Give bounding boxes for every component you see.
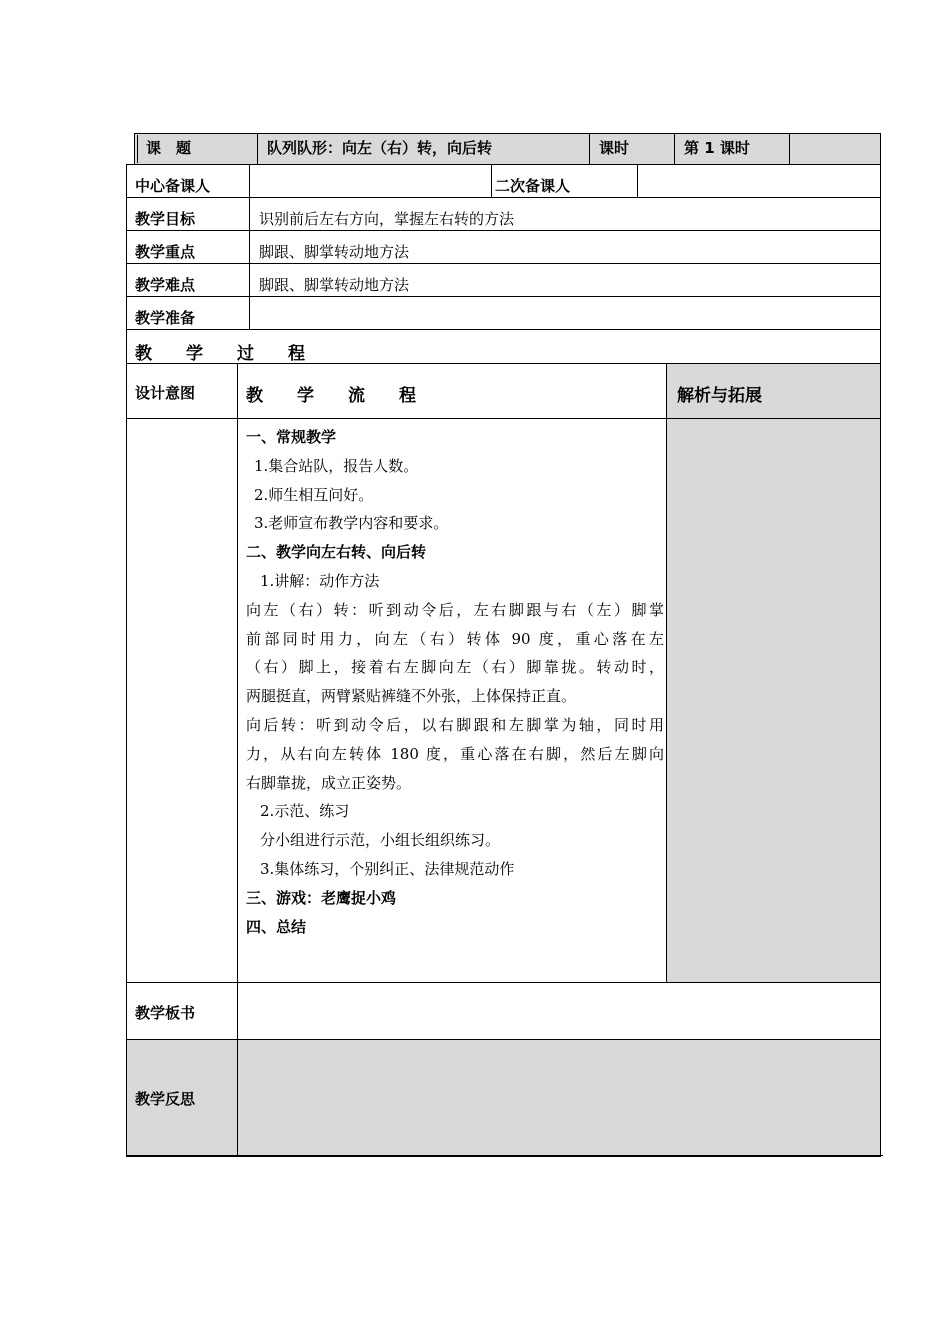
prep-value-cell	[249, 296, 881, 330]
flow-line: 二、教学向左右转、向后转	[246, 543, 427, 562]
flow-content	[246, 423, 664, 941]
flow-line: 力，从右向左转体 180 度，重心落在右脚，然后左脚向	[246, 744, 664, 763]
flow-line: 3.集体练习，个别纠正、法律规范动作	[260, 859, 515, 878]
goal-value: 识别前后左右方向，掌握左右转的方法	[259, 210, 515, 228]
goal-label: 教学目标	[135, 210, 196, 228]
prep-label: 教学准备	[135, 309, 196, 327]
flow-col-header: 教 学 流 程	[246, 386, 416, 406]
flow-line: 向后转：听到动令后，以右脚跟和左脚掌为轴，同时用	[246, 715, 664, 734]
flow-line: 2.示范、练习	[260, 802, 350, 821]
period-label: 课时	[599, 139, 630, 157]
flow-line: 1.讲解：动作方法	[260, 571, 380, 590]
flow-line: 向左（右）转：听到动令后，左右脚跟与右（左）脚掌	[246, 600, 664, 619]
table-bottom-double-line	[126, 1155, 883, 1156]
second-preparer-label: 二次备课人	[495, 177, 571, 195]
reflection-value-cell	[237, 1039, 881, 1157]
reflection-label: 教学反思	[135, 1090, 196, 1108]
difficulty-value: 脚跟、脚掌转动地方法	[259, 276, 410, 294]
flow-line: 1.集合站队，报告人数。	[254, 456, 419, 475]
topic-label: 课 题	[146, 139, 192, 157]
flow-line: 右脚靠拢，成立正姿势。	[246, 773, 412, 792]
second-preparer-value-cell	[637, 164, 881, 198]
process-title: 教 学 过 程	[135, 344, 305, 364]
flow-line: 一、常规教学	[246, 428, 337, 446]
lesson-plan-table	[126, 133, 881, 1157]
design-body-cell	[126, 418, 238, 983]
flow-line: 两腿挺直，两臂紧贴裤缝不外张，上体保持正直。	[246, 687, 577, 706]
flow-line: 四、总结	[246, 917, 307, 936]
flow-line: 2.师生相互问好。	[254, 485, 374, 504]
flow-line: 三、游戏：老鹰捉小鸡	[246, 888, 397, 907]
header-double-line	[137, 135, 138, 163]
flow-line: （右）脚上，接着右左脚向左（右）脚靠拢。转动时，	[246, 658, 664, 677]
design-col-header: 设计意图	[135, 384, 196, 402]
board-value-cell	[237, 982, 881, 1040]
period-value: 第 1 课时	[684, 139, 750, 157]
board-label: 教学板书	[135, 1004, 196, 1022]
period-extra-cell	[789, 133, 881, 165]
topic-value: 队列队形：向左（右）转，向后转	[267, 139, 493, 157]
flow-line: 前部同时用力，向左（右）转体 90 度，重心落在左	[246, 629, 664, 648]
difficulty-label: 教学难点	[135, 276, 196, 294]
central-preparer-value-cell	[249, 164, 492, 198]
analysis-col-header: 解析与拓展	[677, 386, 762, 406]
analysis-body-cell	[666, 418, 881, 983]
flow-line: 分小组进行示范，小组长组织练习。	[260, 831, 501, 850]
key-value: 脚跟、脚掌转动地方法	[259, 243, 410, 261]
central-preparer-label: 中心备课人	[135, 177, 211, 195]
key-label: 教学重点	[135, 243, 196, 261]
flow-line: 3.老师宣布教学内容和要求。	[254, 514, 449, 533]
